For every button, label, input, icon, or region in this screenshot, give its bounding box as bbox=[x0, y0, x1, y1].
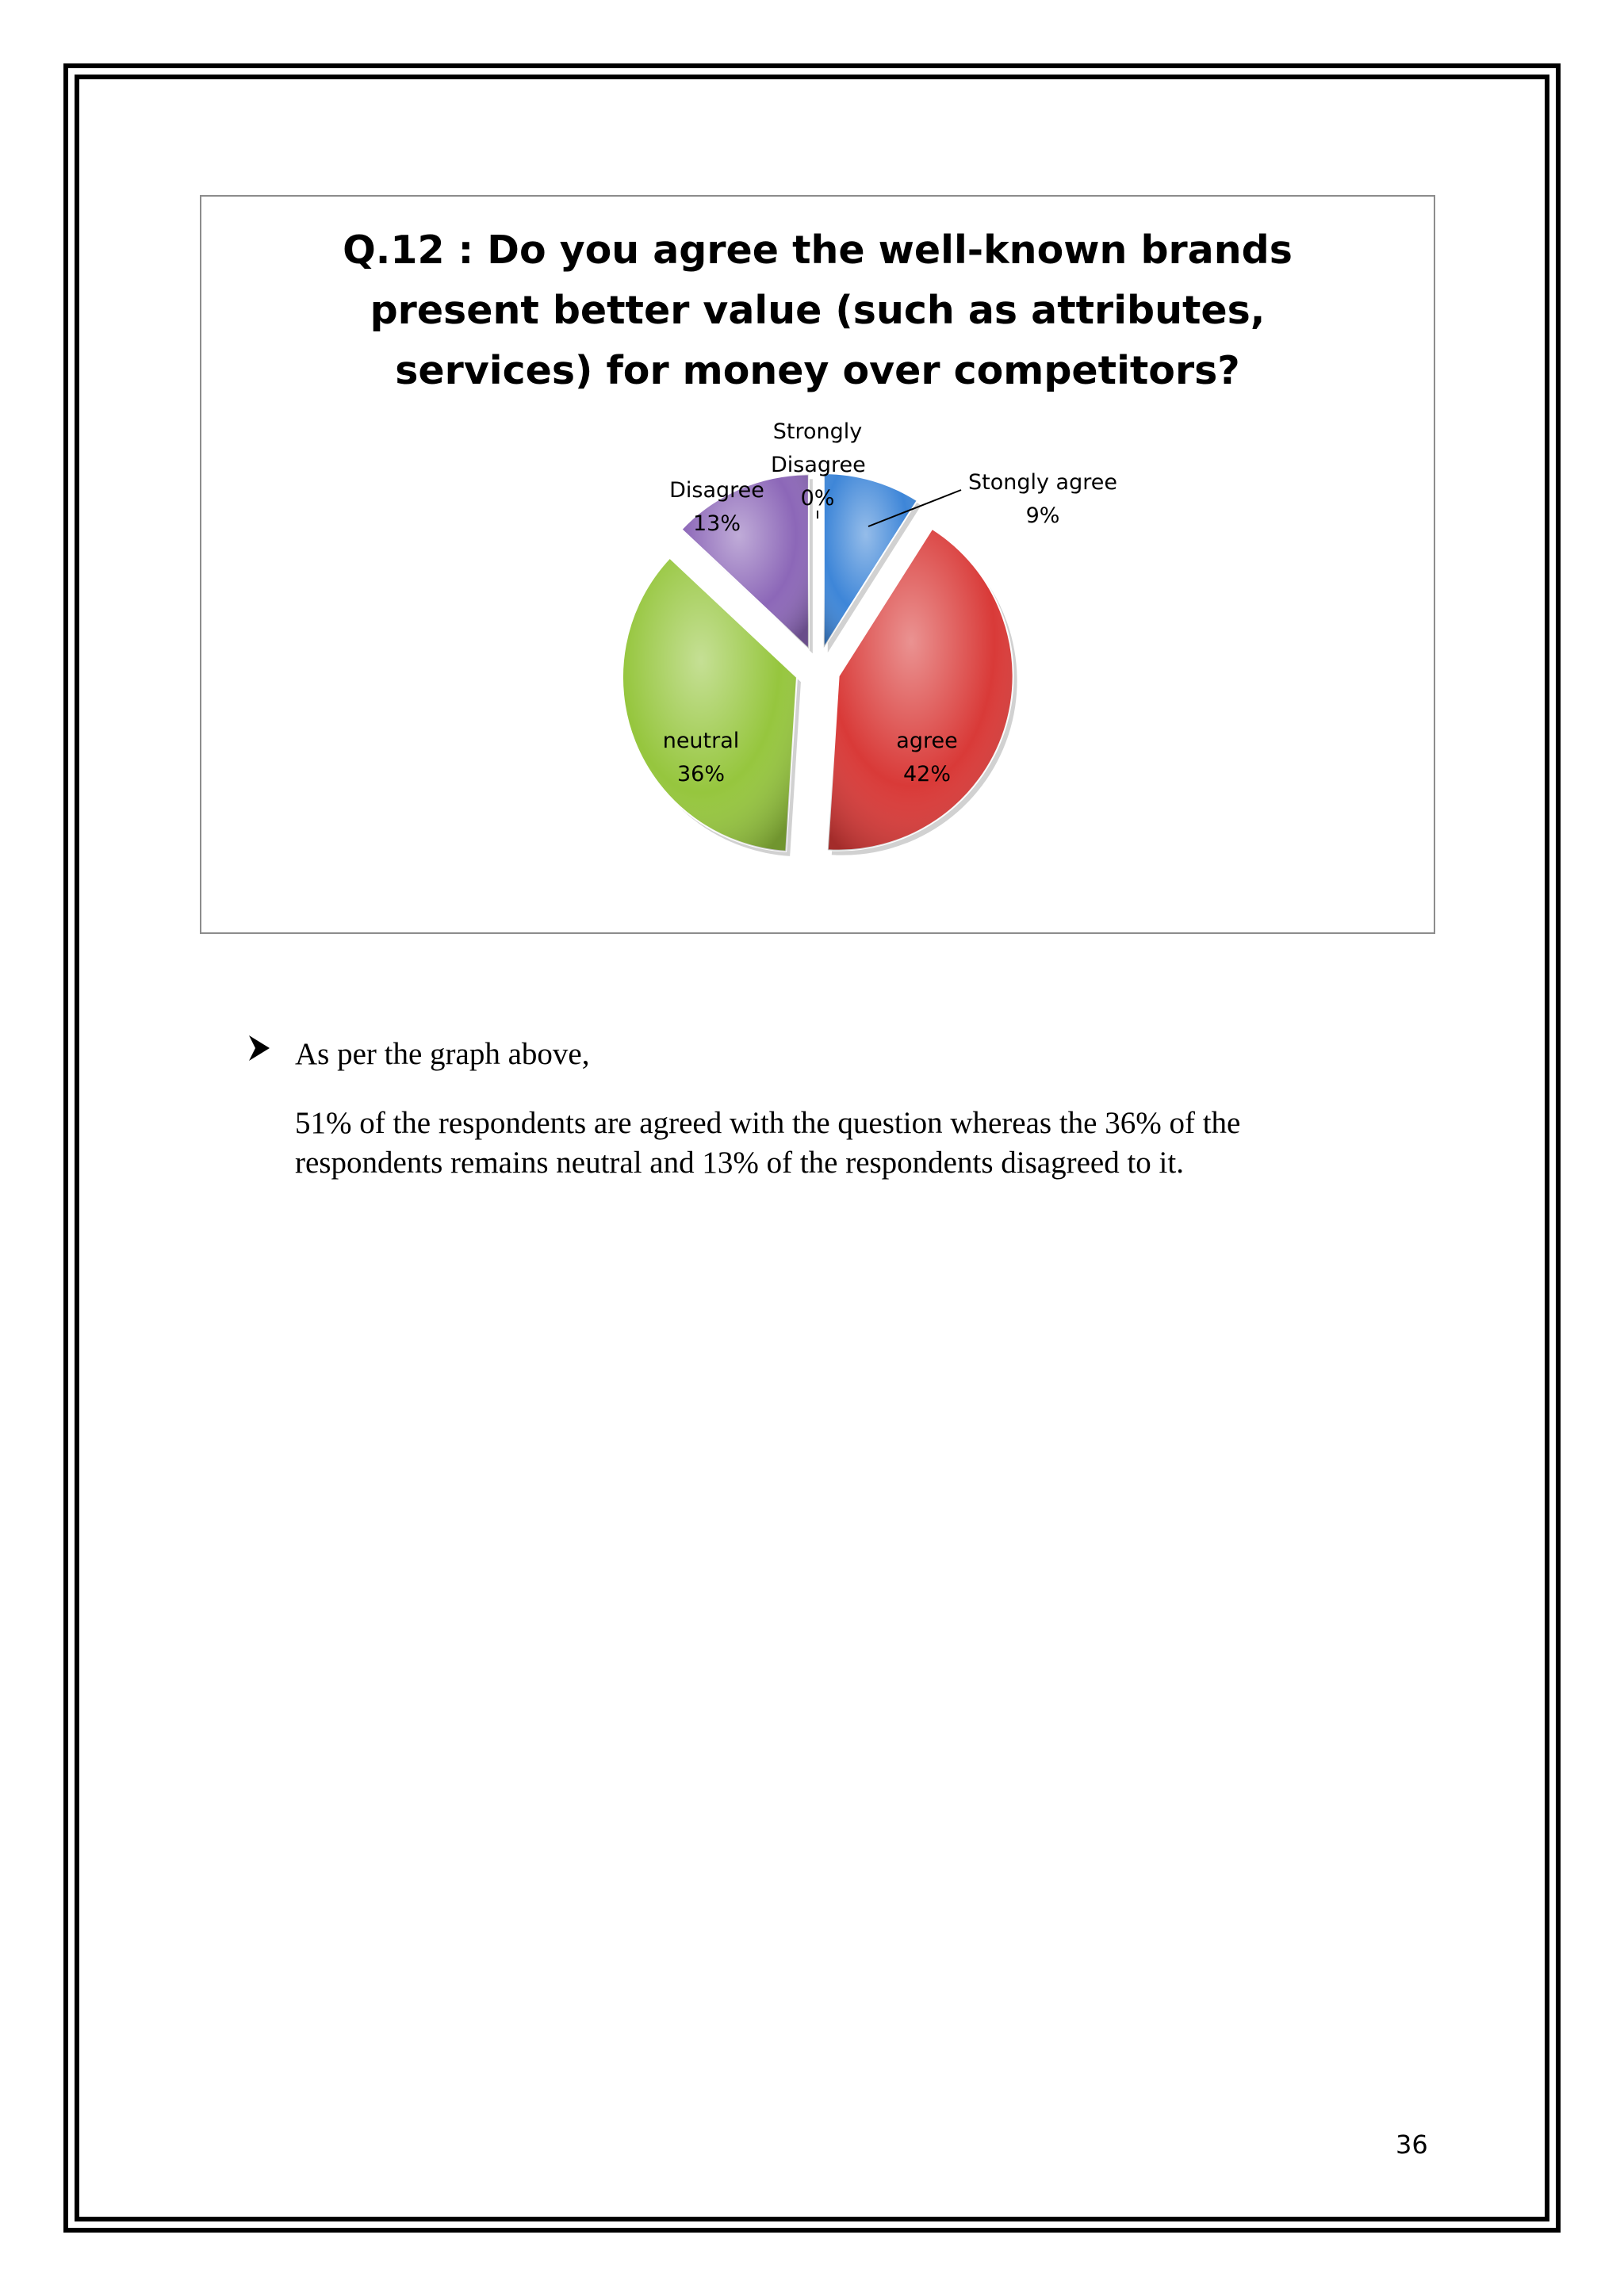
label-strongly-disagree bbox=[771, 415, 864, 515]
chart-title-line-2: present better value (such as attributes, bbox=[370, 288, 1266, 333]
label-disagree bbox=[661, 474, 772, 541]
label-strongly-disagree-name-1: Strongly bbox=[772, 419, 863, 444]
arrow-bullet-icon bbox=[247, 1032, 271, 1064]
label-neutral-name: neutral bbox=[662, 729, 740, 753]
analysis-text bbox=[247, 1031, 1389, 1180]
label-strongly-disagree-name-2: Disagree bbox=[771, 453, 866, 477]
chart-title-line-3: services) for money over competitors? bbox=[395, 348, 1240, 393]
bullet-text: As per the graph above, bbox=[295, 1037, 590, 1071]
label-agree bbox=[879, 725, 975, 791]
chart-frame bbox=[200, 195, 1435, 934]
label-agree-name: agree bbox=[896, 729, 958, 753]
label-strongly-agree bbox=[959, 466, 1127, 533]
label-agree-value: 42% bbox=[902, 762, 951, 786]
label-disagree-name: Disagree bbox=[669, 478, 764, 503]
bullet-item bbox=[247, 1031, 1389, 1078]
label-neutral-value: 36% bbox=[676, 762, 725, 786]
summary-paragraph: 51% of the respondents are agreed with the question whereas the 36% of the respondents remains neutral and 13% of the respondents disagreed to it. bbox=[295, 1106, 1241, 1180]
label-disagree-value: 13% bbox=[692, 511, 741, 536]
pie-chart bbox=[201, 197, 1434, 932]
label-strongly-disagree-value: 0% bbox=[800, 486, 835, 511]
label-strongly-agree-value: 9% bbox=[1025, 503, 1060, 528]
page-number: 36 bbox=[1396, 2130, 1428, 2160]
label-neutral bbox=[653, 725, 749, 791]
label-strongly-agree-name: Stongly agree bbox=[968, 470, 1117, 495]
chart-title-line-1: Q.12 : Do you agree the well-known brands bbox=[343, 228, 1293, 273]
